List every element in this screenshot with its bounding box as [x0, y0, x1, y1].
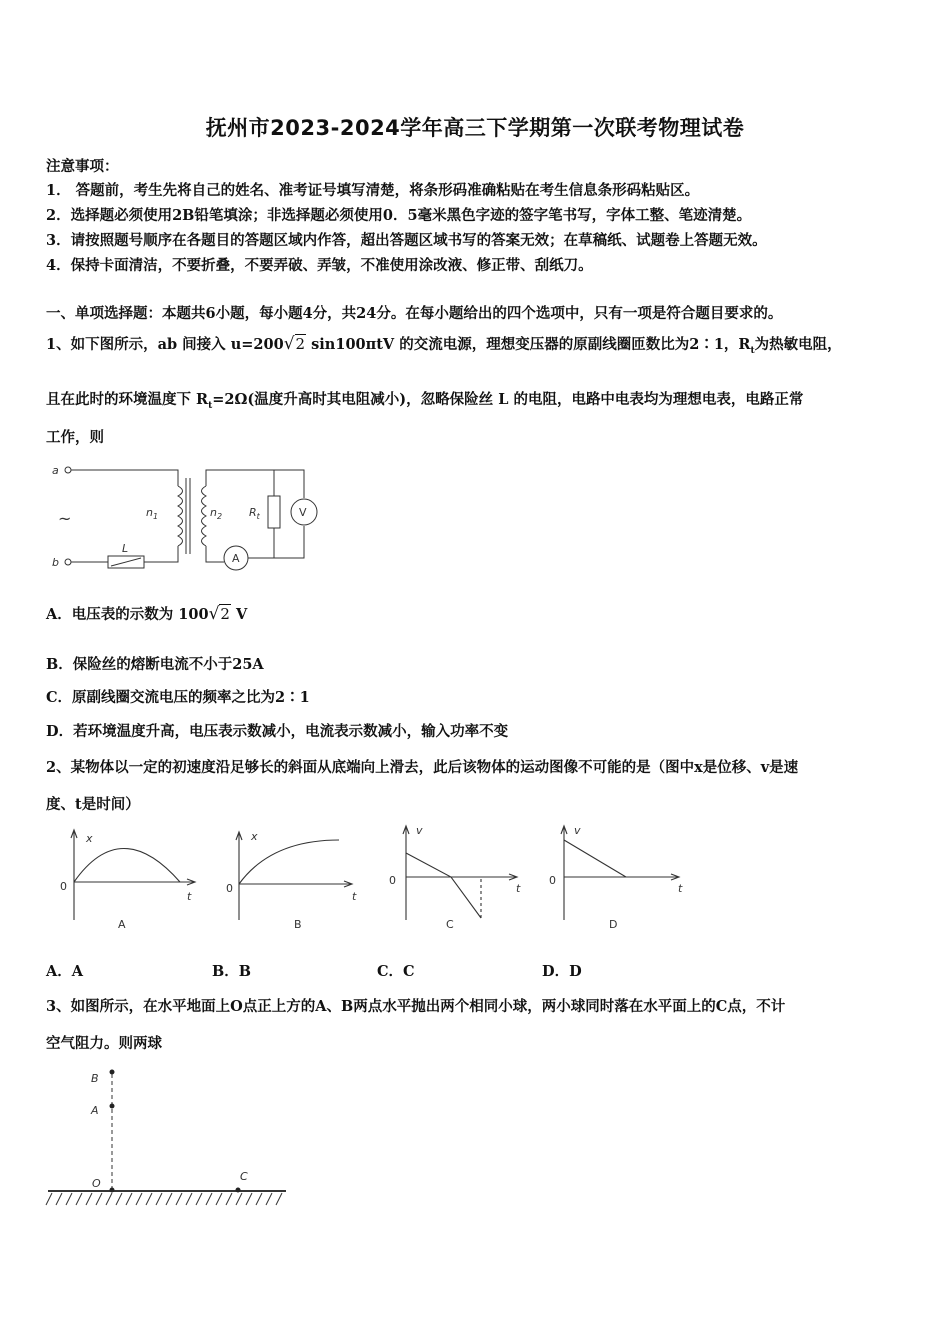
graph-c-line [406, 853, 481, 918]
label-o-point: O [92, 1177, 101, 1190]
graph-d-caption: D [609, 918, 618, 931]
graph-b-t-label: t [352, 890, 357, 903]
notice-heading: 注意事项： [46, 158, 119, 175]
label-b-point: B [91, 1072, 99, 1085]
graph-a-curve [74, 849, 180, 883]
graph-a-y-label: x [86, 832, 93, 845]
terminal-b [65, 559, 71, 565]
circuit-diagram [46, 458, 336, 578]
graph-a-origin: 0 [60, 880, 67, 893]
graph-d-y-label: v [574, 824, 581, 837]
label-n2: $n_2$ [210, 506, 223, 521]
secondary-coil [202, 486, 207, 546]
graph-d-t-label: t [678, 882, 683, 895]
graph-b-curve [239, 840, 339, 884]
label-a-point: A [91, 1104, 99, 1117]
label-n1: $n_1$ [146, 506, 159, 521]
graph-c-y-label: v [416, 824, 423, 837]
label-fuse: L [122, 542, 129, 555]
q2-stem-line1: 2、某物体以一定的初速度沿足够长的斜面从底端向上滑去，此后该物体的运动图像不可能的是（图中x是位移、v是速 [46, 759, 799, 776]
q2-option-b: B．B [212, 963, 252, 980]
q1-option-c: C．原副线圈交流电压的频率之比为2∶1 [46, 689, 310, 706]
point-c-dot [236, 1188, 241, 1193]
primary-coil [178, 486, 183, 546]
q1-stem-line3: 工作，则 [46, 429, 104, 446]
graph-d-line [564, 840, 626, 877]
notice-item-3: 3．请按照题号顺序在各题目的答题区域内作答，超出答题区域书写的答案无效；在草稿纸、试题卷上答题无效。 [46, 232, 767, 249]
graph-c-caption: C [446, 918, 454, 931]
graph-a-caption: A [118, 918, 126, 931]
notice-item-2: 2．选择题必须使用2B铅笔填涂；非选择题必须使用0．5毫米黑色字迹的签字笔书写，字体工整、笔迹清楚。 [46, 207, 752, 224]
label-ammeter: A [232, 552, 240, 565]
q2-option-a: A．A [46, 963, 84, 980]
q2-stem-line2: 度、t是时间） [46, 796, 140, 813]
q1-option-b: B．保险丝的熔断电流不小于25A [46, 656, 264, 673]
label-voltmeter: V [299, 506, 307, 519]
point-a-dot [110, 1104, 115, 1109]
point-o-dot [110, 1188, 115, 1193]
graph-d-origin: 0 [549, 874, 556, 887]
notice-item-1: 1． 答题前，考生先将自己的姓名、准考证号填写清楚，将条形码准确粘贴在考生信息条形码粘贴区。 [46, 182, 700, 199]
ac-source-symbol: ~ [58, 509, 72, 528]
q2-option-c: C．C [377, 963, 415, 980]
graph-b-y-label: x [251, 830, 258, 843]
graph-b-origin: 0 [226, 882, 233, 895]
label-c-point: C [240, 1170, 248, 1183]
graph-c-origin: 0 [389, 874, 396, 887]
projectile-diagram [46, 1062, 296, 1212]
sqrt-sign: √2 [283, 334, 306, 354]
graph-c-t-label: t [516, 882, 521, 895]
motion-graphs [46, 820, 696, 935]
q2-option-d: D．D [542, 963, 582, 980]
terminal-a [65, 467, 71, 473]
graph-a-t-label: t [187, 890, 192, 903]
thermistor [268, 496, 280, 528]
page-title: 抚州市2023-2024学年高三下学期第一次联考物理试卷 [205, 116, 745, 140]
section-heading: 一、单项选择题：本题共6小题，每小题4分，共24分。在每小题给出的四个选项中，只有一项是符合题目要求的。 [46, 305, 783, 322]
q1-option-a: A．电压表的示数为 100√2 V [46, 604, 248, 624]
sqrt-sign: √2 [208, 604, 230, 624]
point-b-dot [110, 1070, 115, 1075]
q3-stem-line2: 空气阻力。则两球 [46, 1035, 162, 1052]
q1-stem-line2: 且在此时的环境温度下 $R_t=2\Omega$(温度升高时其电阻减小)，忽略保险丝 L 的电阻，电路中电表均为理想电表，电路正常 [46, 391, 804, 411]
q1-stem-line1: 1、如下图所示，ab 间接入 u=200√2 sin100πtV 的交流电源，理想变压器的原副线圈匝数比为2∶1，$R_t$为热敏电阻， [46, 334, 842, 356]
label-b: b [52, 556, 59, 569]
q1-option-d: D．若环境温度升高，电压表示数减小，电流表示数减小，输入功率不变 [46, 723, 509, 740]
notice-item-4: 4．保持卡面清洁，不要折叠，不要弄破、弄皱，不准使用涂改液、修正带、刮纸刀。 [46, 257, 593, 274]
label-rt: $R_t$ [249, 506, 260, 521]
q3-stem-line1: 3、如图所示，在水平地面上O点正上方的A、B两点水平抛出两个相同小球，两小球同时落在水平面上的C点，不计 [46, 998, 786, 1015]
ground-hatching [46, 1193, 282, 1205]
label-a: a [52, 464, 59, 477]
graph-b-caption: B [294, 918, 302, 931]
